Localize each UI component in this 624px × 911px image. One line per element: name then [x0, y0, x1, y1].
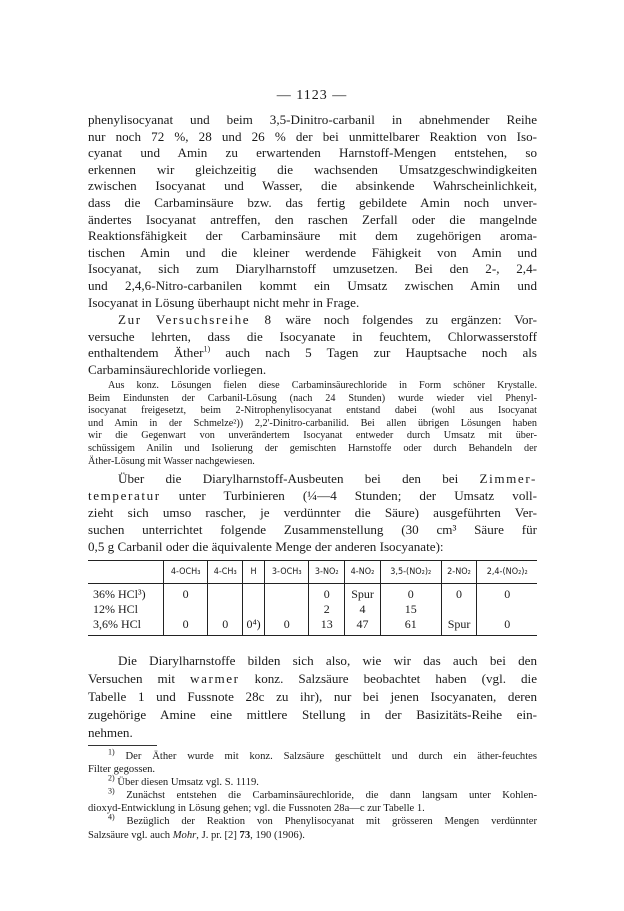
- text-line: Carbaminsäurechloride vorliegen.: [88, 361, 267, 377]
- table-cell: 0: [441, 584, 477, 603]
- table-cell: 0: [265, 617, 309, 636]
- text-run: , 190 (1906).: [250, 829, 305, 841]
- table-cell: 4: [345, 602, 381, 617]
- text-line: ändertes Isocyanat antreffen, den raschen Zerfall oder die mangelnde: [88, 211, 537, 227]
- table-cell: Spur: [441, 617, 477, 636]
- table-cell: [208, 602, 243, 617]
- table-cell: 0: [164, 584, 208, 603]
- footnote-1: [88, 747, 537, 763]
- spaced-emphasis: Zur Versuchsreihe 8: [118, 312, 273, 327]
- table-header-row: [88, 561, 537, 584]
- text-line: und Amin in der Schmelze²)) 2,2'-Dinitro-carbanilid. Bei allen übrigen Lösungen haben: [88, 417, 537, 429]
- text-line: schüssigem Anilin und Isolierung der gemischten Harnstoffe oder durch Behandeln der: [88, 442, 537, 454]
- table-cell: [441, 602, 477, 617]
- text-line: Aus konz. Lösungen fielen diese Carbaminsäurechloride in Form schöner Krystalle.: [108, 380, 537, 391]
- table-header-cell: H: [243, 561, 265, 584]
- table-header-cell: 3-NO₂: [309, 561, 345, 584]
- table-header-cell: [88, 561, 164, 584]
- text-line: suchen unterrichtet folgende Zusammenstellung (30 cm³ Säure für: [88, 522, 537, 537]
- paragraph-2: [88, 312, 537, 378]
- table-cell: 47: [345, 617, 381, 636]
- footnotes: [88, 747, 537, 842]
- table-cell: [243, 584, 265, 603]
- table-cell: [265, 602, 309, 617]
- text-line: erkennen wir gleichzeitig die wachsenden Umsatzgeschwindigkeiten: [88, 161, 537, 177]
- table-header-cell: 4-NO₂: [345, 561, 381, 584]
- footnote-ref: 1): [203, 344, 211, 354]
- footnote-3: [88, 786, 537, 802]
- author-name: Mohr: [172, 829, 197, 841]
- text-line: Äther-Lösung mit Wasser nachgewiesen.: [88, 455, 255, 467]
- table-cell: 0: [208, 617, 243, 636]
- table-header-cell: 3,5-(NO₂)₂: [380, 561, 441, 584]
- page-number: — 1123 —: [276, 88, 348, 103]
- table-row: [88, 584, 537, 603]
- table-header-cell: 2-NO₂: [441, 561, 477, 584]
- text-line: phenylisocyanat und beim 3,5-Dinitro-carbanil in abnehmender Reihe: [88, 112, 537, 127]
- table-cell: [477, 602, 537, 617]
- text-run: Versuchen mit: [88, 671, 191, 686]
- text-line: isocyanat freigesetzt, beim 2-Nitrophenylisocyanat entstand dabei (wohl aus Isocyanat: [88, 405, 537, 417]
- table-cell: 0⁴): [243, 617, 265, 636]
- table-cell: 12% HCl: [93, 602, 138, 616]
- text-line: nur noch 72 %, 28 und 26 % der bei unmittelbarer Reaktion von Iso-: [88, 128, 537, 144]
- table-cell: 2: [309, 602, 345, 617]
- table-cell: 15: [380, 602, 441, 617]
- paragraph-3: [88, 470, 537, 555]
- text-line: dass die Carbaminsäure bzw. das fertig gebildete Amin noch unver-: [88, 194, 537, 210]
- table-cell: 3,6% HCl: [93, 617, 141, 631]
- text-run: konz. Salzsäure beobachtet haben (vgl. die: [239, 671, 537, 686]
- text-run: , J. pr. [2]: [196, 829, 240, 841]
- text-run: Salzsäure vgl. auch: [88, 829, 173, 841]
- text-line: nehmen.: [88, 725, 133, 740]
- text-line: [88, 312, 537, 329]
- spaced-emphasis: Zimmer-: [479, 471, 537, 486]
- paragraph-1: [88, 112, 537, 311]
- table-row: [88, 602, 537, 617]
- text-run: Der Äther wurde mit konz. Salzsäure geschüttelt und durch ein äther-feuchtes: [114, 751, 537, 762]
- table-cell: 36% HCl³): [93, 587, 146, 601]
- results-table: [88, 560, 537, 636]
- text-line: versuche lehrten, dass die Isocyanate in feuchtem, Chlorwasserstoff: [88, 328, 537, 344]
- table-cell: 13: [309, 617, 345, 636]
- text-line: Beim Eindunsten der Carbanil-Lösung (nach 24 Stunden) wurde wieder viel Phenyl-: [88, 392, 537, 404]
- table-row: [88, 617, 537, 636]
- table-cell: [265, 584, 309, 603]
- footnote-marker: 1): [108, 747, 115, 757]
- footnote-2: [88, 773, 537, 789]
- text-line: [88, 487, 537, 504]
- table-header-cell: 2,4-(NO₂)₂: [477, 561, 537, 584]
- text-line: wir die Gegenwart von unverändertem Isocyanat entweder durch Umsatz mit über-: [88, 430, 537, 442]
- table-cell: 0: [380, 584, 441, 603]
- text-line: 0,5 g Carbanil oder die äquivalente Menge der anderen Isocyanate):: [88, 539, 444, 554]
- table-cell: 0: [477, 584, 537, 603]
- text-line: Filter gegossen.: [88, 764, 156, 776]
- footnote-4: [88, 812, 537, 828]
- footnote-marker: 3): [108, 786, 115, 796]
- text-run: wäre noch folgendes zu ergänzen: Vor-: [272, 312, 538, 327]
- table-cell: 0: [477, 617, 537, 636]
- table-header-cell: 4-OCH₃: [164, 561, 208, 584]
- text-line: [88, 470, 537, 487]
- text-run: Über diesen Umsatz vgl. S. 1119.: [114, 777, 259, 789]
- text-run: enthaltendem Äther: [88, 345, 204, 361]
- text-line: Tabelle 1 und Fussnote 28c zu ihr), nur bei jenen Isocyanaten, deren: [88, 689, 537, 704]
- results-table-wrapper: [88, 560, 537, 636]
- text-line: tischen Amin und die kleiner werdende Fähigkeit von Amin und: [88, 244, 537, 260]
- table-cell: [208, 584, 243, 603]
- text-run: auch nach 5 Tagen zur Hauptsache noch als: [210, 345, 537, 361]
- text-run: unter Turbinieren (¼—4 Stunden; der Umsatz voll-: [160, 488, 537, 503]
- text-line: Isocyanat, sich zum Diarylharnstoff umzusetzen. Bei den 2-, 2,4-: [88, 261, 537, 277]
- table-cell: [243, 602, 265, 617]
- text-line: zwischen Isocyanat und Wasser, die absinkende Wahrscheinlichkeit,: [88, 178, 537, 194]
- text-run: Bezüglich der Reaktion von Phenylisocyanat mit grösseren Mengen verdünnter: [114, 816, 537, 828]
- text-line: Isocyanat in Lösung überhaupt nicht mehr in Frage.: [88, 294, 360, 310]
- small-print-note: [88, 380, 537, 468]
- table-cell: [164, 602, 208, 617]
- footnote-marker: 2): [108, 773, 115, 783]
- paragraph-4: [88, 652, 537, 742]
- text-line: [88, 670, 537, 688]
- spaced-emphasis: warmer: [190, 671, 240, 686]
- text-line: [88, 345, 537, 362]
- text-line: dioxyd-Entwicklung in Lösung gehen; vgl. die Fussnoten 28a—c zur Tabelle 1.: [88, 803, 425, 815]
- footnote-marker: 4): [108, 812, 115, 822]
- table-header-cell: 3-OCH₃: [265, 561, 309, 584]
- table-header-cell: 4-CH₃: [208, 561, 243, 584]
- text-line: cyanat und Amin zu erwartenden Harnstoff-Mengen entstehen, so: [88, 145, 537, 161]
- text-run: Über die Diarylharnstoff-Ausbeuten bei den bei: [118, 471, 480, 486]
- text-line: und 2,4,6-Nitro-carbanilen kommt ein Umsatz zwischen Amin und: [88, 277, 537, 293]
- table-cell: 61: [380, 617, 441, 636]
- text-line: Die Diarylharnstoffe bilden sich also, wie wir das auch bei den: [118, 653, 537, 668]
- volume-number: 73: [239, 829, 251, 841]
- table-cell: 0: [164, 617, 208, 636]
- text-line: Reaktionsfähigkeit der Carbaminsäure mit dem zugehörigen aroma-: [88, 228, 537, 244]
- text-line: zieht sich umso rascher, je verdünnter die Säure) ausgeführten Ver-: [88, 505, 537, 520]
- footnote-separator: [88, 745, 157, 746]
- table-cell: 0: [309, 584, 345, 603]
- text-line: zugehörige Amine eine mittlere Stellung in der Basizitäts-Reihe ein-: [88, 707, 537, 722]
- spaced-emphasis: temperatur: [88, 488, 161, 503]
- text-line: [88, 829, 537, 842]
- text-run: Zunächst entstehen die Carbaminsäurechloride, die dann langsam unter Kohlen-: [114, 790, 537, 802]
- table-cell: Spur: [345, 584, 381, 603]
